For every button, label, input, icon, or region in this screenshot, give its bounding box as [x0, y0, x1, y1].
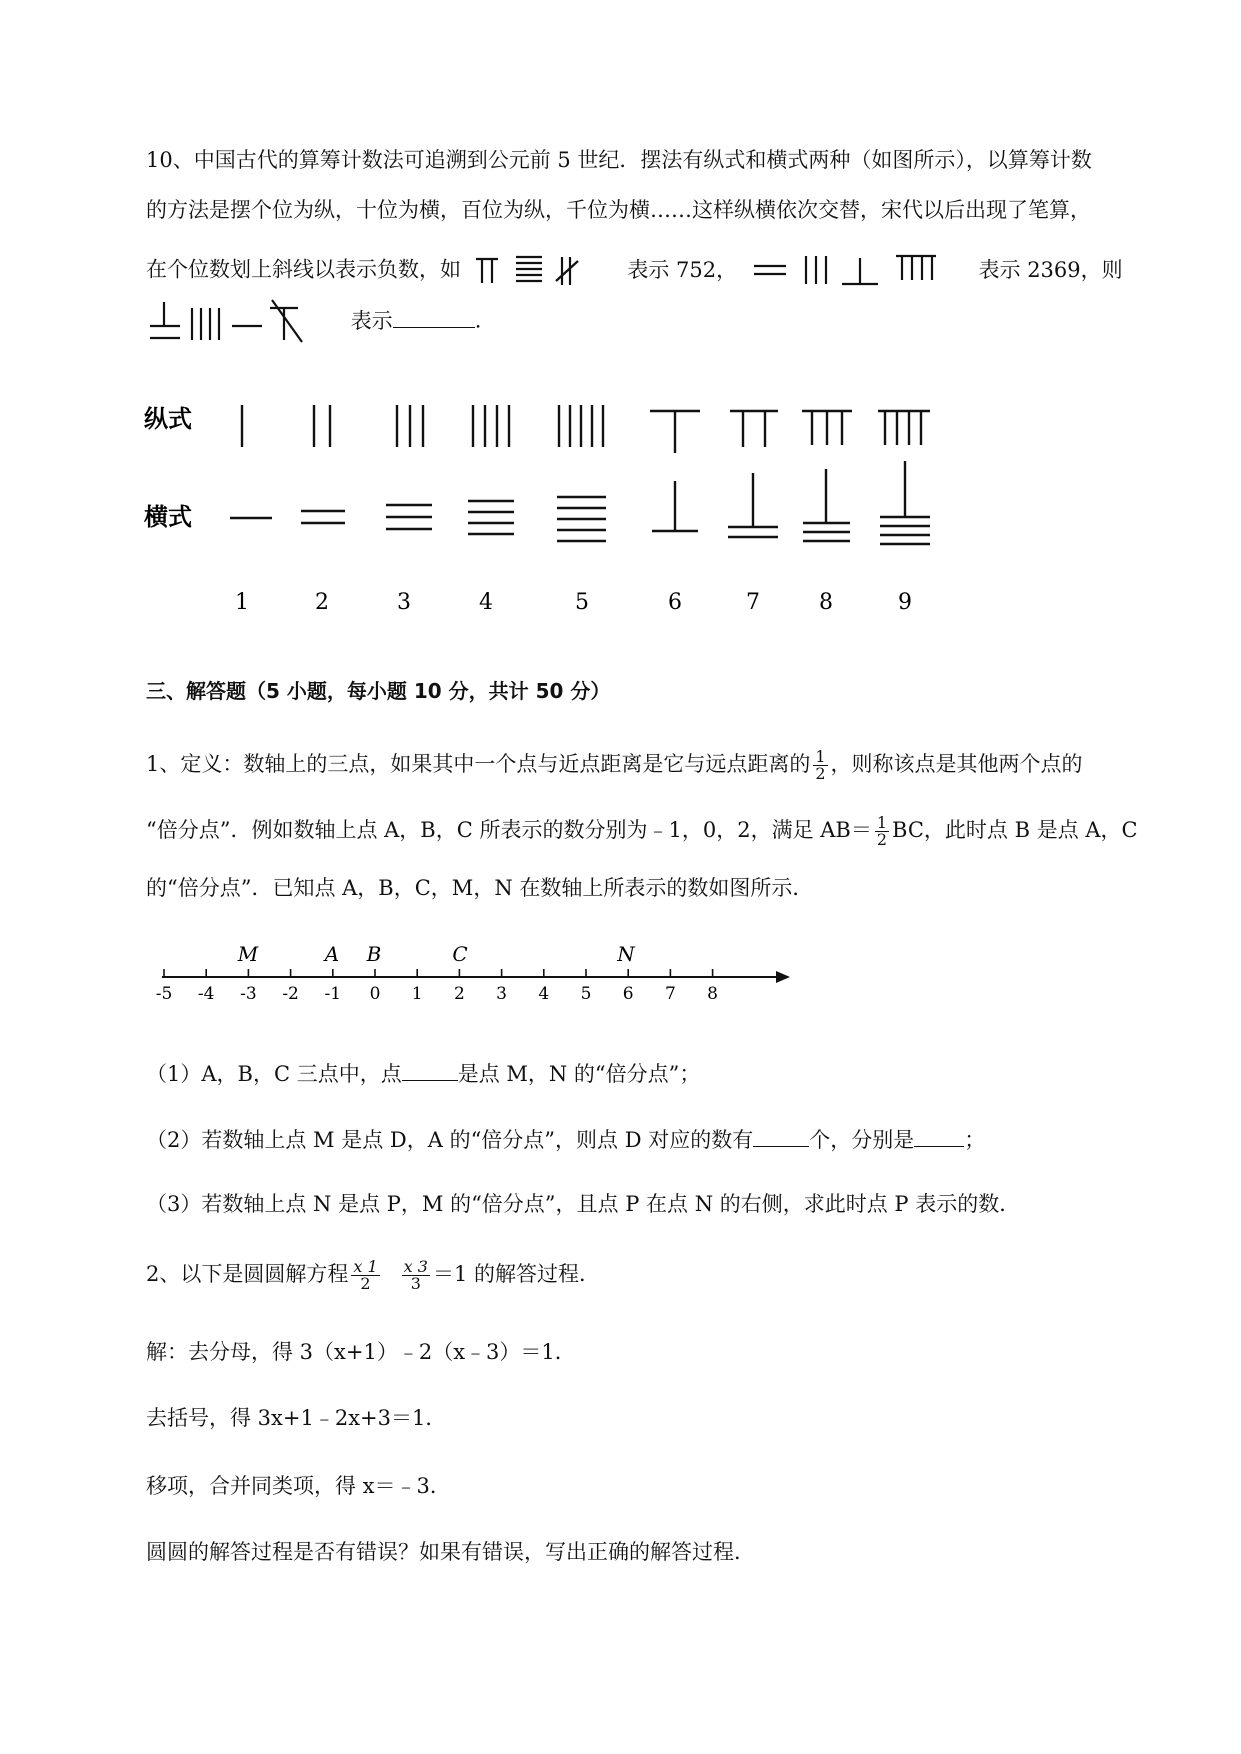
fraction-one-half	[875, 815, 889, 848]
digit-label: 5	[575, 590, 589, 615]
fraction-numerator: 1	[815, 747, 826, 766]
q1-sub1-text-a: （1）A，B，C 三点中，点	[146, 1062, 402, 1086]
q10-line3	[146, 250, 1123, 292]
q10-line4-text: 表示	[350, 308, 393, 333]
number-line-tick-label: 2	[453, 984, 465, 1004]
number-line-tick-label: 0	[369, 984, 381, 1004]
rod-numeral-2369-image	[750, 250, 950, 292]
number-line-tick-label: -1	[324, 984, 342, 1004]
q2-step2: 去括号，得 3x+1﹣2x+3＝1．	[146, 1406, 447, 1430]
row-label-horizontal: 横式	[144, 503, 192, 531]
q1-sub2-blank-values	[914, 1130, 964, 1147]
vertical-form-rods	[242, 405, 930, 453]
row-label-vertical: 纵式	[144, 405, 192, 433]
rod-numeral-table	[140, 385, 1140, 625]
q1-line2	[146, 814, 1138, 848]
digit-label: 8	[819, 590, 833, 615]
point-label-m: M	[237, 942, 259, 966]
number-line-arrow-icon	[776, 971, 790, 983]
digit-label: 2	[315, 590, 329, 615]
q10-line3-text-a: 在个位数划上斜线以表示负数，如	[146, 257, 461, 282]
fraction-denominator: 3	[410, 1274, 421, 1293]
q2-step3: 移项，合并同类项，得 x＝﹣3．	[146, 1474, 451, 1498]
q10-line3-text-c: 表示 2369，则	[978, 257, 1123, 282]
digit-label: 1	[235, 590, 249, 615]
fraction-one-half	[813, 749, 827, 782]
number-line-tick-label: 3	[496, 984, 508, 1004]
number-line-tick-label: -5	[155, 984, 173, 1004]
number-line	[150, 935, 810, 1015]
fraction-numerator: x 3	[403, 1257, 428, 1276]
digit-label: 6	[668, 590, 682, 615]
q1-sub2-text-c: ；	[964, 1128, 986, 1152]
q1-line2-text-b: BC，此时点 B 是点 A，C	[892, 818, 1138, 842]
fraction-x-minus-3-over-3	[402, 1259, 430, 1292]
q2-question: 圆圆的解答过程是否有错误？如果有错误，写出正确的解答过程．	[146, 1540, 755, 1564]
digit-label: 3	[397, 590, 411, 615]
number-line-tick-label: -2	[282, 984, 299, 1004]
number-line-tick-label: 5	[580, 984, 592, 1004]
q10-line4	[146, 298, 481, 346]
q10-line4-period: .	[474, 308, 482, 333]
number-line-tick-label: 4	[538, 984, 550, 1004]
number-line-tick-label: 1	[411, 984, 423, 1004]
q1-sub3: （3）若数轴上点 N 是点 P，M 的“倍分点”，且点 P 在点 N 的右侧，求此时点 P 表示的数．	[146, 1192, 1021, 1216]
rod-numeral-question-image	[146, 298, 326, 346]
q2-line1-text-b: ＝1 的解答过程．	[432, 1262, 601, 1286]
fraction-x-plus-1-over-2	[351, 1259, 379, 1292]
q10-line3-text-b: 表示 752，	[627, 257, 738, 282]
q1-line2-text-a: “倍分点”．例如数轴上点 A，B，C 所表示的数分别为﹣1，0，2，满足 AB＝	[146, 818, 872, 842]
q1-line3: 的“倍分点”．已知点 A，B，C，M，N 在数轴上所表示的数如图所示．	[146, 876, 814, 900]
q1-sub1-text-b: 是点 M，N 的“倍分点”；	[457, 1062, 701, 1086]
digit-labels	[235, 590, 912, 615]
digit-label: 7	[746, 590, 760, 615]
number-line-tick-label: 6	[622, 984, 634, 1004]
fraction-denominator: 2	[815, 764, 826, 783]
point-label-n: N	[617, 942, 635, 966]
q10-line2: 的方法是摆个位为纵，十位为横，百位为纵，千位为横……这样纵横依次交替，宋代以后出现了笔算，	[146, 198, 1091, 222]
q2-line1-text-a: 2、以下是圆圆解方程	[146, 1262, 349, 1286]
q1-sub1-blank	[402, 1064, 458, 1081]
number-line-tick-label: -4	[197, 984, 215, 1004]
number-line-tick-label: 7	[664, 984, 676, 1004]
fraction-denominator: 2	[876, 830, 888, 849]
q1-sub2-text-a: （2）若数轴上点 M 是点 D，A 的“倍分点”，则点 D 对应的数有	[146, 1128, 754, 1152]
q10-answer-blank	[393, 311, 475, 328]
point-label-a: A	[324, 942, 340, 966]
point-label-b: B	[366, 942, 382, 966]
q1-sub1	[146, 1058, 700, 1088]
q1-sub2-text-b: 个，分别是	[809, 1128, 915, 1152]
q2-line1	[146, 1258, 600, 1292]
rod-numeral-752-image	[472, 253, 607, 289]
number-line-tick-label: -3	[240, 984, 257, 1004]
digit-label: 9	[898, 590, 912, 615]
q10-line1: 10、中国古代的算筹计数法可追溯到公元前 5 世纪．摆法有纵式和横式两种（如图所示），以算筹计数	[146, 148, 1092, 172]
q1-line1-text-b: ，则称该点是其他两个点的	[830, 752, 1083, 776]
q1-line1-text-a: 1、定义：数轴上的三点，如果其中一个点与近点距离是它与远点距离的	[146, 752, 811, 776]
fraction-numerator: x 1	[353, 1257, 378, 1276]
point-label-c: C	[452, 942, 468, 966]
q2-step1: 解：去分母，得 3（x+1）﹣2（x﹣3）＝1．	[146, 1340, 576, 1364]
horizontal-form-rods	[230, 461, 930, 544]
number-line-tick-label: 8	[707, 984, 719, 1004]
digit-label: 4	[479, 590, 493, 615]
q1-sub2	[146, 1124, 985, 1154]
q1-line1	[146, 748, 1083, 782]
fraction-denominator: 2	[360, 1274, 371, 1293]
q1-sub2-blank-count	[753, 1130, 809, 1147]
fraction-numerator: 1	[876, 813, 888, 832]
section-3-title: 三、解答题（5 小题，每小题 10 分，共计 50 分）	[146, 679, 611, 703]
